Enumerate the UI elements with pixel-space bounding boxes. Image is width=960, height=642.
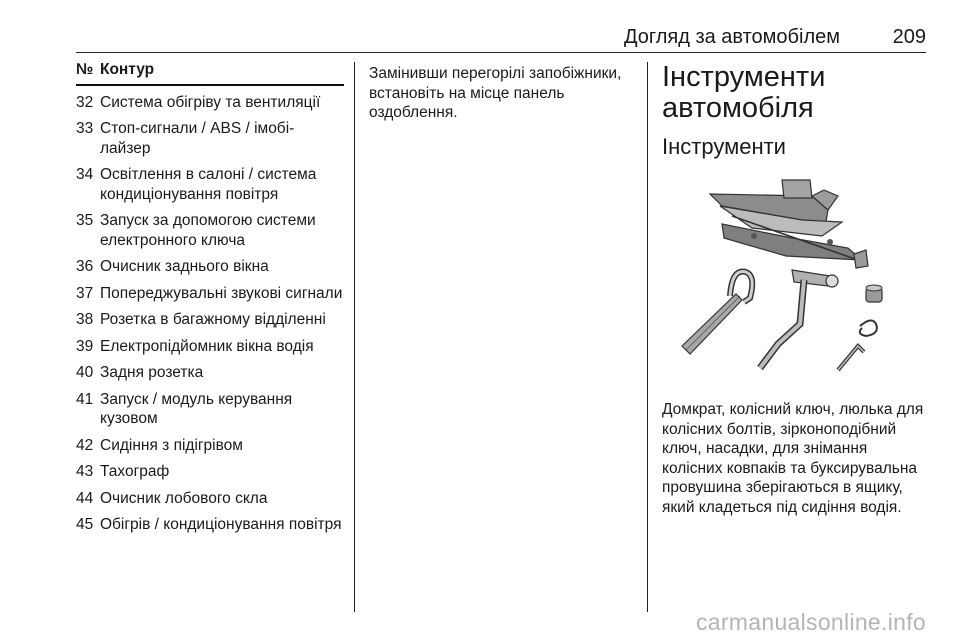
row-text: Попереджувальні звукові сигнали <box>100 284 343 302</box>
header-title: Догляд за автомобілем <box>623 26 840 48</box>
row-number: 39 <box>76 337 94 355</box>
row-number: 43 <box>76 463 94 480</box>
right-column <box>662 62 926 517</box>
row-text: Розетка в багажному відділенні <box>100 311 326 328</box>
table-row <box>76 93 344 113</box>
page-header <box>76 0 926 50</box>
watermark: carmanualsonline.info <box>695 609 926 635</box>
row-number: 40 <box>76 364 94 381</box>
page-number: 209 <box>892 26 926 48</box>
row-number: 33 <box>76 120 94 137</box>
row-text: Стоп-сигнали / ABS / імобі-лайзер <box>100 120 295 157</box>
table-row <box>76 489 344 509</box>
table-row <box>76 363 344 383</box>
tools-caption: Домкрат, колісний ключ, люлька для колісних болтів, зірконоподібний ключ, насадки, для знімання колісних ковпаків та буксирувальна провушина зберігаються в ящику, який кладеться під сидіння водія. <box>662 401 924 516</box>
fuse-replacement-note: Замінивши перегорілі запобіжники, встановіть на місце панель оздоблення. <box>369 65 622 121</box>
row-text: Електропідйомник вікна водія <box>100 337 314 355</box>
tools-illustration <box>662 176 926 386</box>
row-number: 44 <box>76 489 94 507</box>
table-row <box>76 165 344 204</box>
row-text: Обігрів / кондиціонування повітря <box>100 516 342 533</box>
row-number: 34 <box>76 166 94 183</box>
table-row <box>76 337 344 357</box>
column-divider-2 <box>647 62 648 612</box>
row-text: Запуск / модуль керування кузовом <box>100 390 293 427</box>
header-rule <box>76 52 926 53</box>
row-number: 35 <box>76 212 94 229</box>
row-number: 37 <box>76 284 94 302</box>
middle-column <box>369 64 639 123</box>
table-row <box>76 284 344 304</box>
subsection-heading: Інструменти <box>662 134 786 159</box>
row-number: 41 <box>76 390 94 408</box>
table-row <box>76 211 344 250</box>
header-circuit: Контур <box>100 61 155 78</box>
row-text: Тахограф <box>100 463 170 480</box>
table-row <box>76 436 344 456</box>
table-row <box>76 462 344 482</box>
table-row <box>76 310 344 330</box>
row-text: Освітлення в салоні / система кондиціонування повітря <box>100 166 317 203</box>
row-text: Очисник заднього вікна <box>100 258 269 275</box>
column-divider-1 <box>354 62 355 612</box>
row-number: 42 <box>76 436 94 454</box>
header-number: № <box>76 61 94 78</box>
table-row <box>76 119 344 158</box>
row-text: Очисник лобового скла <box>100 489 268 507</box>
row-text: Задня розетка <box>100 364 204 381</box>
row-number: 32 <box>76 93 94 111</box>
table-header <box>76 60 344 86</box>
table-row <box>76 257 344 277</box>
row-text: Запуск за допомогою системи електронного ключа <box>100 212 316 249</box>
table-row <box>76 515 344 535</box>
row-number: 36 <box>76 258 94 275</box>
row-number: 38 <box>76 311 94 328</box>
table-row <box>76 390 344 429</box>
row-text: Система обігріву та вентиляції <box>100 93 321 111</box>
section-heading: Інструменти автомобіля <box>662 61 826 124</box>
row-number: 45 <box>76 516 94 533</box>
row-text: Сидіння з підігрівом <box>100 436 243 454</box>
fuse-table <box>76 60 344 535</box>
